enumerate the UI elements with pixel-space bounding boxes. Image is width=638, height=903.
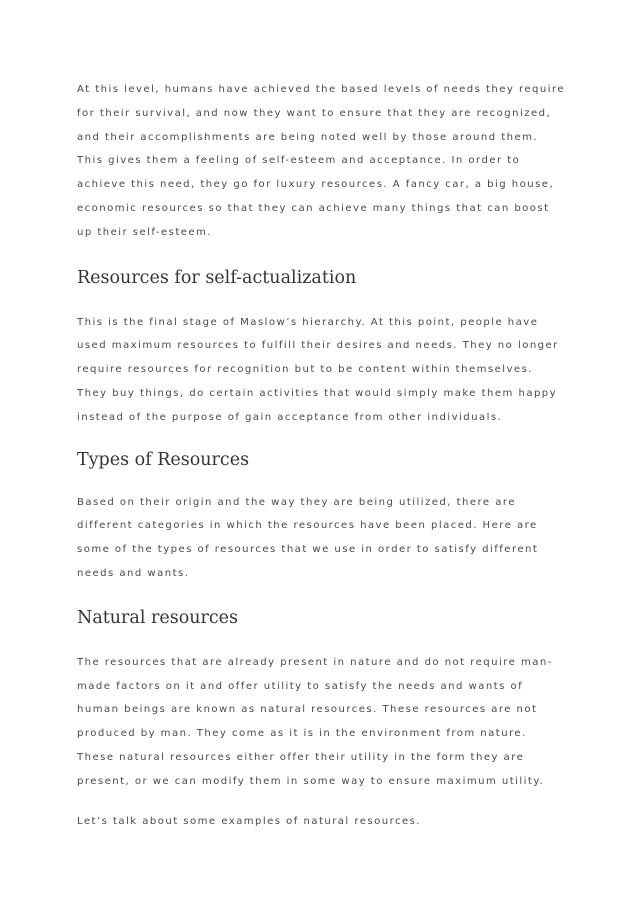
text-line: Based on their origin and the way they are being utilized, there are bbox=[77, 496, 516, 508]
text-line: Let’s talk about some examples of natural resources. bbox=[77, 815, 421, 827]
text-line: used maximum resources to fulfill their desires and needs. They no longer bbox=[77, 340, 559, 352]
paragraph-self-actualization bbox=[77, 311, 572, 430]
text-line: This gives them a feeling of self-esteem and acceptance. In order to bbox=[77, 155, 521, 167]
paragraph-esteem-needs bbox=[77, 78, 572, 245]
text-line: and their accomplishments are being noted well by those around them. bbox=[77, 131, 539, 143]
text-line: different categories in which the resources have been placed. Here are bbox=[77, 520, 538, 532]
document-content bbox=[77, 78, 572, 833]
text-line: This is the final stage of Maslow’s hierarchy. At this point, people have bbox=[77, 316, 539, 328]
paragraph-types-of-resources bbox=[77, 491, 572, 586]
text-line: for their survival, and now they want to ensure that they are recognized, bbox=[77, 107, 552, 119]
text-line: require resources for recognition but to be content within themselves. bbox=[77, 364, 533, 376]
text-line: some of the types of resources that we use in order to satisfy different bbox=[77, 544, 539, 556]
text-line: instead of the purpose of gain acceptance from other individuals. bbox=[77, 411, 503, 423]
text-line: up their self-esteem. bbox=[77, 226, 212, 238]
text-line: present, or we can modify them in some way to ensure maximum utility. bbox=[77, 775, 544, 787]
text-line: needs and wants. bbox=[77, 567, 190, 579]
text-line: They buy things, do certain activities that would simply make them happy bbox=[77, 387, 558, 399]
text-line: economic resources so that they can achieve many things that can boost bbox=[77, 202, 550, 214]
text-line: At this level, humans have achieved the based levels of needs they require bbox=[77, 84, 566, 95]
text-line: made factors on it and offer utility to satisfy the needs and wants of bbox=[77, 680, 524, 692]
heading-self-actualization: Resources for self-actualization bbox=[77, 267, 357, 288]
heading-types-of-resources: Types of Resources bbox=[77, 449, 250, 470]
heading-natural-resources: Natural resources bbox=[77, 607, 239, 628]
paragraph-examples-intro bbox=[77, 810, 572, 834]
text-line: These natural resources either offer their utility in the form they are bbox=[77, 751, 525, 763]
text-line: produced by man. They come as it is in the environment from nature. bbox=[77, 728, 527, 740]
text-line: achieve this need, they go for luxury resources. A fancy car, a big house, bbox=[77, 179, 555, 191]
text-line: The resources that are already present in nature and do not require man- bbox=[77, 656, 553, 668]
text-line: human beings are known as natural resources. These resources are not bbox=[77, 704, 538, 716]
paragraph-natural-resources bbox=[77, 651, 572, 794]
